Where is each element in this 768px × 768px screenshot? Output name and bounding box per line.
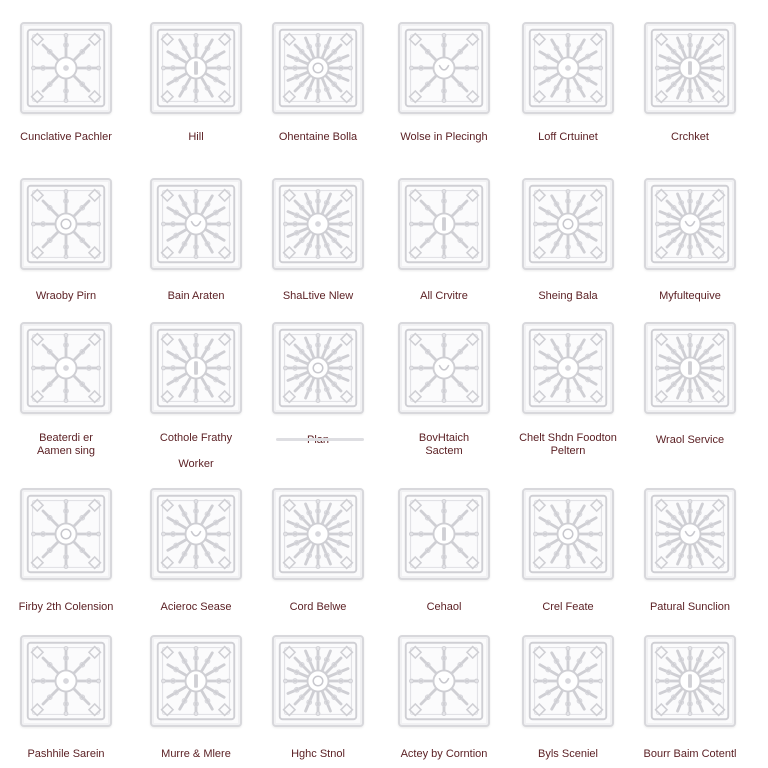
lace-doily-icon — [400, 24, 488, 112]
lace-tile[interactable] — [272, 322, 364, 414]
lace-tile[interactable] — [644, 178, 736, 270]
lace-doily-icon — [646, 637, 734, 725]
lace-doily-icon — [274, 324, 362, 412]
lace-doily-icon — [274, 24, 362, 112]
lace-doily-icon — [152, 24, 240, 112]
tile-label: Wraoby Pirn — [35, 290, 97, 302]
lace-tile[interactable] — [20, 178, 112, 270]
lace-doily-icon — [400, 490, 488, 578]
lace-doily-icon — [524, 324, 612, 412]
lace-tile[interactable] — [272, 488, 364, 580]
lace-doily-icon — [22, 324, 110, 412]
lace-tile[interactable] — [644, 22, 736, 114]
lace-doily-icon — [152, 490, 240, 578]
tile-label: Crel Feate — [542, 601, 594, 613]
tile-label: All Crvitre — [420, 290, 468, 302]
tile-label: Ohentaine Bolla — [278, 131, 358, 143]
lace-doily-icon — [274, 490, 362, 578]
lace-tile[interactable] — [20, 322, 112, 414]
lace-doily-icon — [524, 490, 612, 578]
tile-label: BovHtaich Sactem — [418, 432, 470, 457]
lace-tile[interactable] — [522, 488, 614, 580]
lace-tile[interactable] — [150, 178, 242, 270]
tile-label: Myfultequive — [659, 290, 721, 302]
lace-tile[interactable] — [272, 22, 364, 114]
lace-tile[interactable] — [272, 635, 364, 727]
tile-label: Bain Araten — [167, 290, 225, 302]
lace-doily-icon — [274, 180, 362, 268]
tile-label: Wraol Service — [655, 434, 725, 446]
tile-label: Hill — [188, 131, 204, 143]
lace-tile[interactable] — [398, 322, 490, 414]
lace-doily-icon — [646, 180, 734, 268]
tile-label: Wolse in Plecingh — [400, 131, 488, 143]
tile-label: Murre & Mlere — [161, 748, 231, 760]
tile-label: Chelt Shdn Foodton Peltern — [519, 432, 617, 457]
lace-doily-icon — [400, 180, 488, 268]
lace-tile[interactable] — [398, 178, 490, 270]
tile-label: Cehaol — [426, 601, 462, 613]
lace-tile[interactable] — [272, 178, 364, 270]
lace-doily-icon — [274, 637, 362, 725]
lace-tile[interactable] — [150, 635, 242, 727]
lace-doily-icon — [152, 180, 240, 268]
lace-tile[interactable] — [522, 178, 614, 270]
lace-doily-icon — [400, 637, 488, 725]
lace-doily-icon — [646, 24, 734, 112]
tile-label: Pashhile Sarein — [27, 748, 105, 760]
tile-label: Crchket — [671, 131, 709, 143]
tile-label: Actey by Corntion — [400, 748, 488, 760]
tile-label: Bourr Baim Cotentl — [643, 748, 737, 760]
tile-label: Acieroc Sease — [160, 601, 232, 613]
tile-label: Byls Sceniel — [538, 748, 598, 760]
lace-doily-icon — [400, 324, 488, 412]
tile-label: Firby 2th Colension — [18, 601, 114, 613]
lace-tile[interactable] — [398, 22, 490, 114]
lace-doily-icon — [524, 637, 612, 725]
lace-tile[interactable] — [398, 635, 490, 727]
tile-label: Cunclative Pachler — [20, 131, 112, 143]
lace-doily-icon — [524, 24, 612, 112]
tile-label: Patural Sunclion — [649, 601, 731, 613]
tile-label: Sheing Bala — [538, 290, 598, 302]
lace-tile[interactable] — [20, 488, 112, 580]
lace-tile[interactable] — [522, 322, 614, 414]
tile-label: Beaterdi er Aamen sing — [36, 432, 96, 457]
lace-doily-icon — [22, 180, 110, 268]
tile-label: Hghc Stnol — [291, 748, 345, 760]
lace-tile[interactable] — [522, 22, 614, 114]
decorative-divider — [276, 438, 364, 441]
lace-doily-icon — [524, 180, 612, 268]
lace-tile[interactable] — [644, 488, 736, 580]
lace-doily-icon — [152, 637, 240, 725]
lace-tile[interactable] — [150, 488, 242, 580]
lace-tile[interactable] — [150, 22, 242, 114]
lace-tile[interactable] — [398, 488, 490, 580]
tile-label: Cothole Frathy Worker — [159, 432, 233, 470]
lace-tile[interactable] — [644, 635, 736, 727]
lace-tile[interactable] — [20, 22, 112, 114]
lace-tile[interactable] — [20, 635, 112, 727]
lace-doily-icon — [22, 24, 110, 112]
tile-label: ShaLtive Nlew — [282, 290, 354, 302]
lace-tile[interactable] — [522, 635, 614, 727]
tile-label: Cord Belwe — [289, 601, 347, 613]
tile-label: Loff Crtuinet — [538, 131, 598, 143]
lace-doily-icon — [22, 637, 110, 725]
lace-tile[interactable] — [644, 322, 736, 414]
lace-tile[interactable] — [150, 322, 242, 414]
lace-doily-icon — [22, 490, 110, 578]
lace-doily-icon — [646, 324, 734, 412]
lace-doily-icon — [646, 490, 734, 578]
lace-doily-icon — [152, 324, 240, 412]
